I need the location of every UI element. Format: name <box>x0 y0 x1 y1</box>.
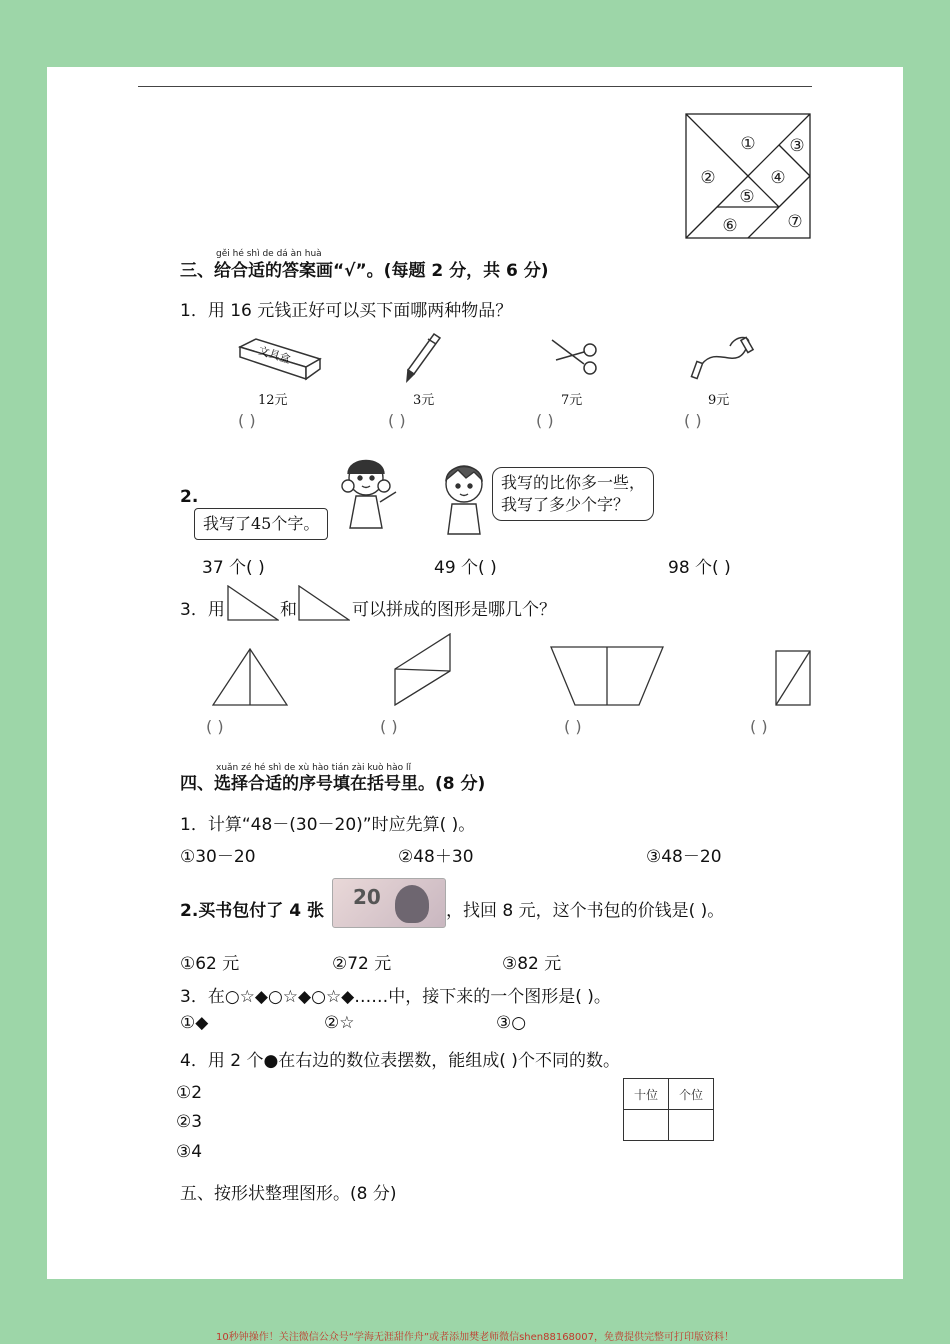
q2-option-37[interactable]: 37 个( ) <box>202 558 265 578</box>
answer-paren-item-3[interactable]: ( ) <box>536 411 554 430</box>
banknote-value: 20 <box>353 885 381 909</box>
item-price-4: 9元 <box>708 393 730 408</box>
pencil-case-label: 文具盒 <box>256 343 293 367</box>
s4-q2-option-3[interactable]: ③82 元 <box>502 954 562 974</box>
shape-option-triangle-icon <box>212 648 288 706</box>
q2-option-98[interactable]: 98 个( ) <box>668 558 731 578</box>
s4-q4-option-1[interactable]: ①2 <box>176 1083 203 1103</box>
tangram-label-6: ⑥ <box>722 216 738 236</box>
tangram-label-2: ② <box>700 168 716 188</box>
tangram-label-1: ① <box>740 134 756 154</box>
girl-character-icon <box>338 452 406 538</box>
shape-option-trapezoid-icon <box>550 646 664 706</box>
place-value-table <box>623 1078 714 1141</box>
tangram-label-3: ③ <box>789 136 805 156</box>
shape-answer-paren-1[interactable]: ( ) <box>206 717 224 736</box>
answer-paren-item-4[interactable]: ( ) <box>684 411 702 430</box>
tangram-label-4: ④ <box>770 168 786 188</box>
tangram-figure <box>685 113 811 240</box>
s3-q3-text-b: 和 <box>280 600 297 620</box>
triangle-piece-1-icon <box>227 585 279 621</box>
item-price-1: 12元 <box>258 393 288 408</box>
ones-header: 个位 <box>669 1079 714 1110</box>
s4-q4-text: 4．用 2 个●在右边的数位表摆数，能组成( )个不同的数。 <box>180 1051 620 1071</box>
triangle-piece-2-icon <box>298 585 350 621</box>
s3-q3-text-c: 可以拼成的图形是哪几个？ <box>352 600 556 620</box>
girl-speech-bubble: 我写了45个字。 <box>194 508 328 540</box>
shape-answer-paren-4[interactable]: ( ) <box>750 717 768 736</box>
s4-q4-option-3[interactable]: ③4 <box>176 1142 203 1162</box>
s3-q2-num: 2. <box>180 487 199 507</box>
scissors-icon <box>548 334 600 382</box>
tens-header: 十位 <box>624 1079 669 1110</box>
boy-speech-line-2: 我写了多少个字？ <box>501 495 630 514</box>
jump-rope-icon <box>688 334 756 382</box>
section4-pinyin: xuǎn zé hé shì de xù hào tián zài kuò hào lǐ <box>216 763 411 773</box>
s4-q1-text: 1．计算“48－(30－20)”时应先算( )。 <box>180 815 476 835</box>
s4-q1-option-2[interactable]: ②48＋30 <box>398 847 474 867</box>
s4-q3-option-1[interactable]: ①◆ <box>180 1013 209 1033</box>
pen-icon <box>398 330 446 384</box>
boy-speech-line-1: 我写的比你多一些， <box>501 473 646 492</box>
tens-cell[interactable] <box>624 1110 669 1141</box>
footer-promo-text: 10秒钟操作！关注微信公众号“学海无涯甜作舟”或者添加樊老师微信shen88168007，免费提供完整可打印版资料！ <box>215 1332 735 1343</box>
section3-pinyin: gěi hé shì de dá àn huà <box>216 249 322 259</box>
tangram-label-5: ⑤ <box>739 187 755 207</box>
s4-q3-option-3[interactable]: ③○ <box>496 1013 527 1033</box>
top-rule <box>138 86 812 87</box>
pencil-case-icon <box>236 333 324 385</box>
s3-q1-text: 1．用 16 元钱正好可以买下面哪两种物品？ <box>180 301 513 321</box>
s4-q2-text-b: ，找回 8 元，这个书包的价钱是( )。 <box>446 901 725 921</box>
s4-q2-text-a: 2.买书包付了 4 张 <box>180 901 324 921</box>
banknote-portrait <box>395 885 429 923</box>
answer-paren-item-2[interactable]: ( ) <box>388 411 406 430</box>
answer-paren-item-1[interactable]: ( ) <box>238 411 256 430</box>
section5-title: 五、按形状整理图形。(8 分) <box>180 1184 397 1204</box>
item-price-2: 3元 <box>413 393 435 408</box>
ones-cell[interactable] <box>669 1110 714 1141</box>
shape-option-rectangle-icon <box>775 650 811 706</box>
s3-q3-text-a: 3．用 <box>180 600 225 620</box>
s4-q3-option-2[interactable]: ②☆ <box>324 1013 355 1033</box>
q2-option-49[interactable]: 49 个( ) <box>434 558 497 578</box>
s4-q4-option-2[interactable]: ②3 <box>176 1112 203 1132</box>
s4-q1-option-1[interactable]: ①30－20 <box>180 847 256 867</box>
section4-title: 四、选择合适的序号填在括号里。(8 分) <box>180 774 486 794</box>
boy-character-icon <box>436 458 496 538</box>
s4-q2-option-2[interactable]: ②72 元 <box>332 954 392 974</box>
boy-speech-bubble <box>492 467 654 521</box>
section3-title: 三、给合适的答案画“√”。(每题 2 分，共 6 分) <box>180 261 549 281</box>
shape-answer-paren-2[interactable]: ( ) <box>380 717 398 736</box>
s4-q2-option-1[interactable]: ①62 元 <box>180 954 240 974</box>
tangram-label-7: ⑦ <box>787 212 803 232</box>
shape-option-parallelogram-icon <box>394 633 452 707</box>
banknote-20-yuan-icon <box>332 878 446 928</box>
item-price-3: 7元 <box>561 393 583 408</box>
s4-q3-text: 3．在○☆◆○☆◆○☆◆……中，接下来的一个图形是( )。 <box>180 987 611 1007</box>
shape-answer-paren-3[interactable]: ( ) <box>564 717 582 736</box>
s4-q1-option-3[interactable]: ③48－20 <box>646 847 722 867</box>
